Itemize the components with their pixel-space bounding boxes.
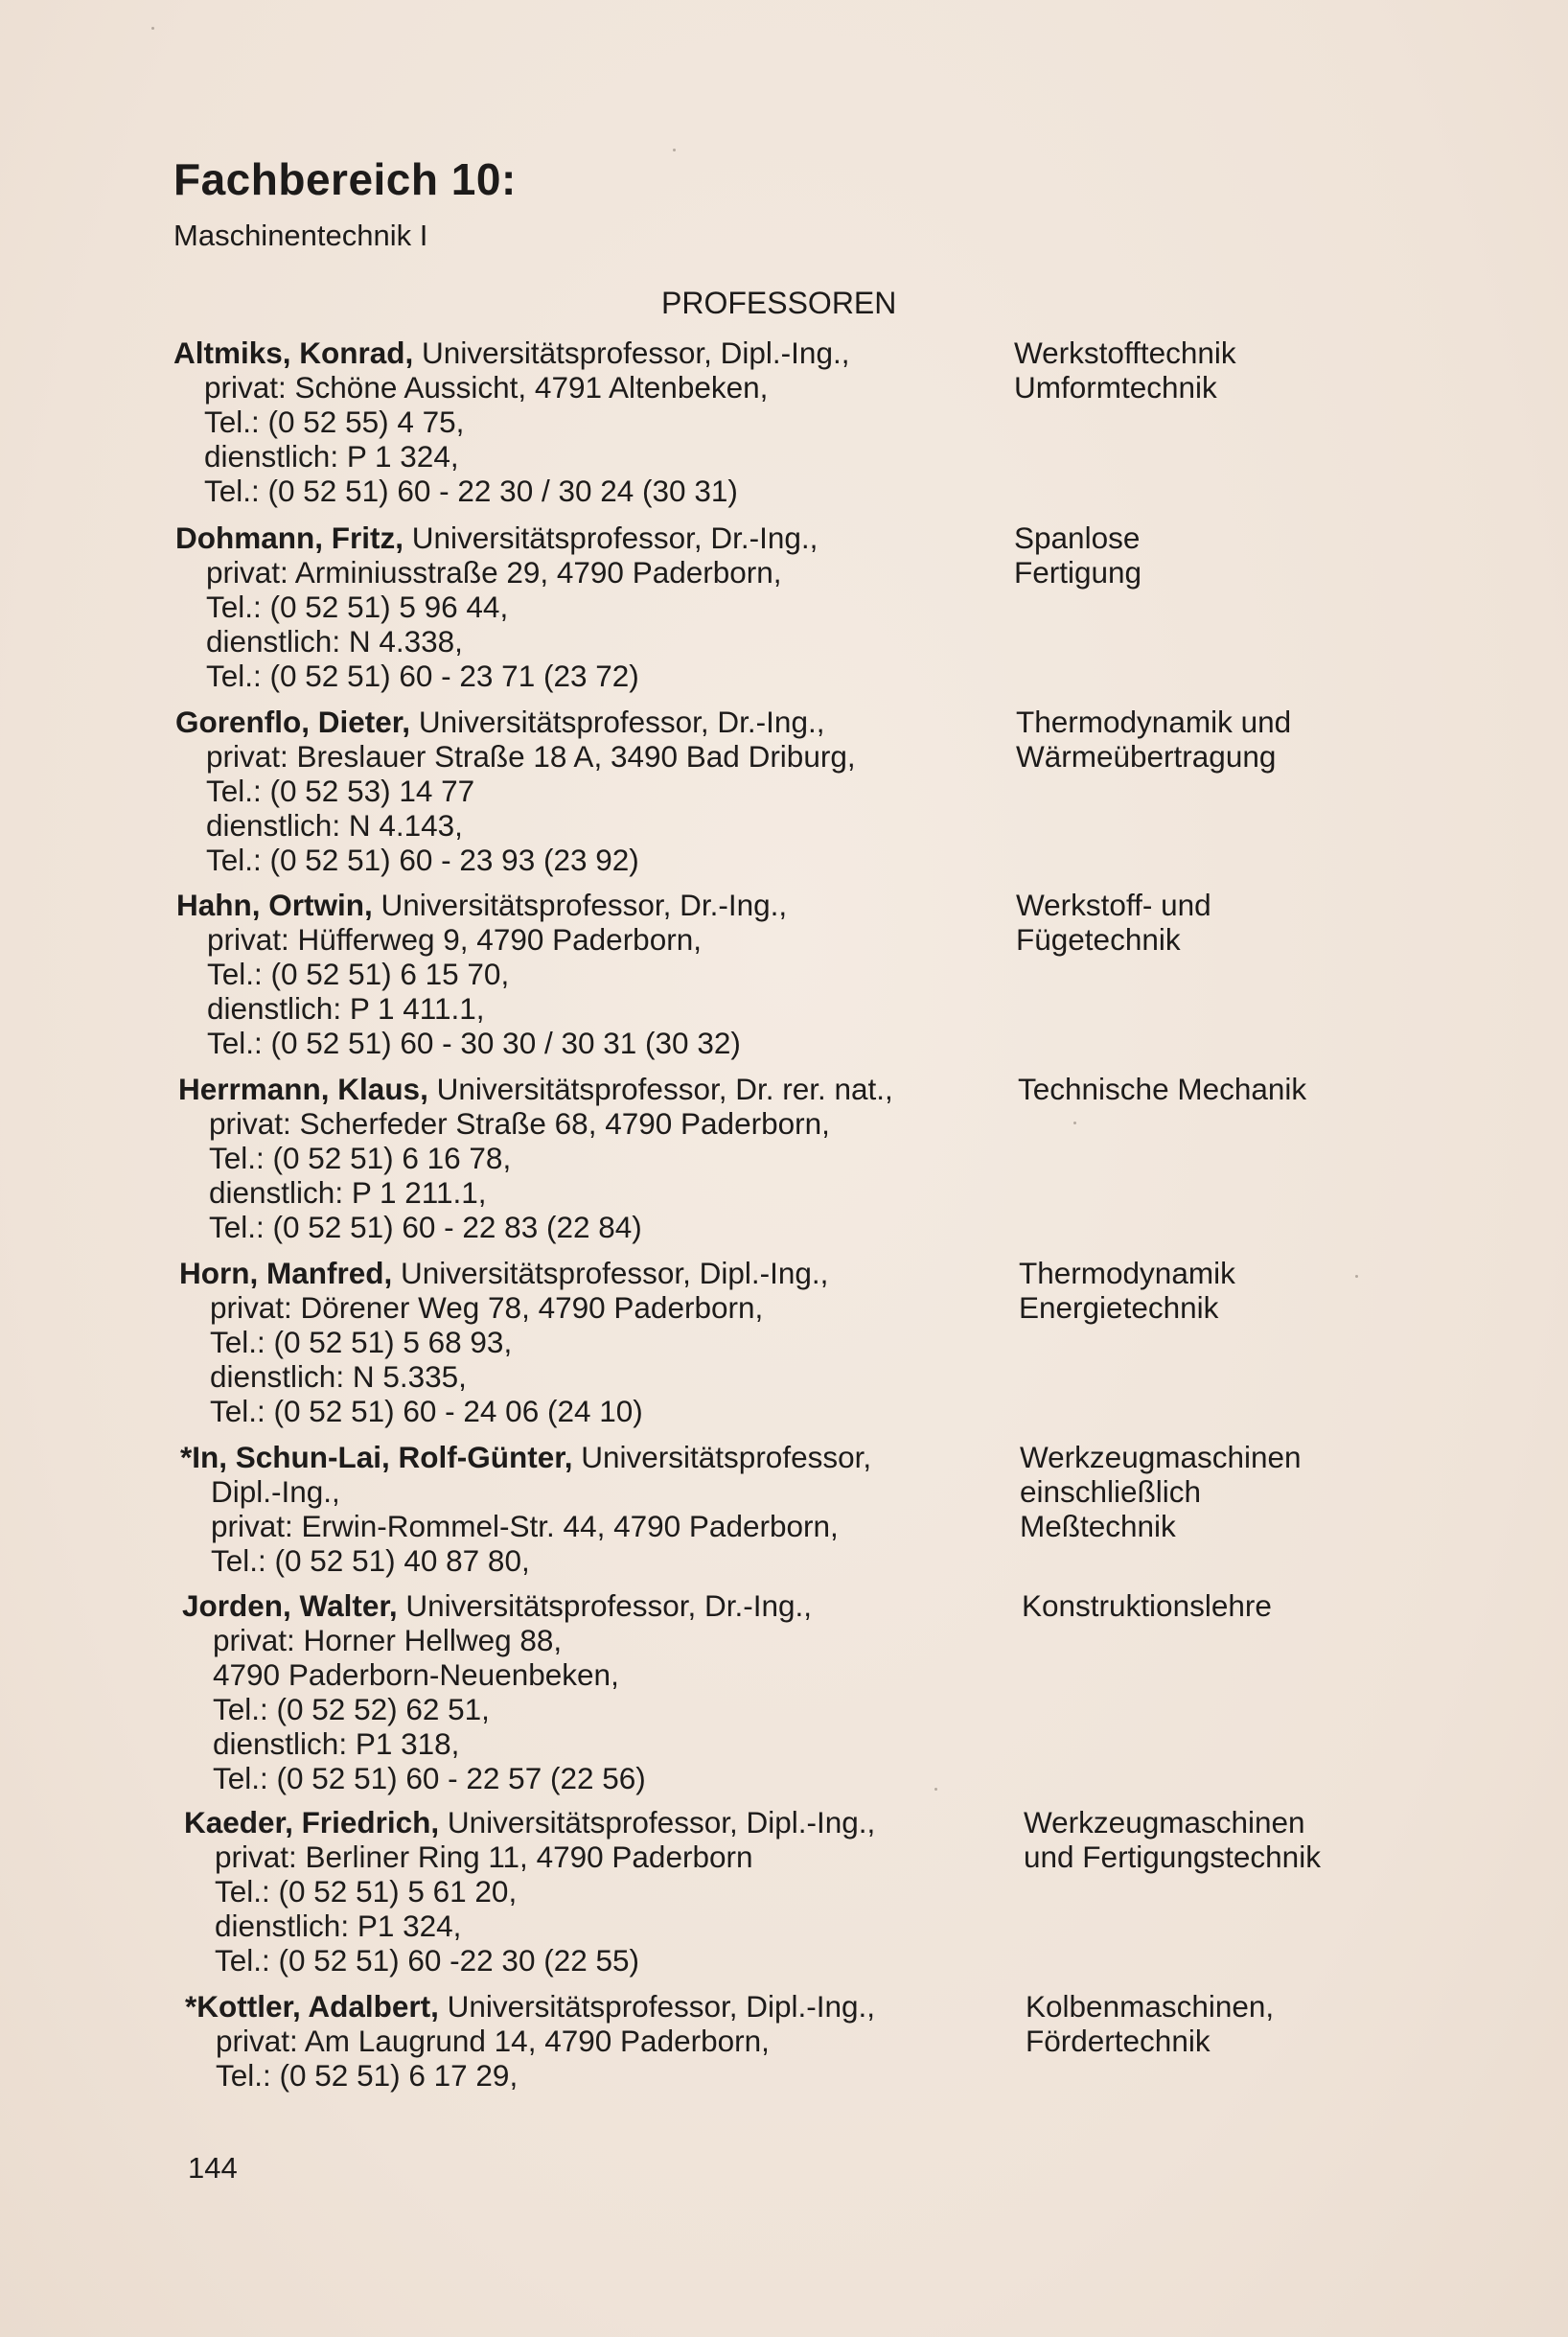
- subject-area: [1014, 521, 1397, 590]
- professor-title: Universitätsprofessor, Dipl.-Ing.,: [439, 1805, 876, 1840]
- contact-line: Tel.: (0 52 51) 60 - 30 30 / 30 31 (30 32): [207, 1026, 741, 1060]
- contact-line: Tel.: (0 52 52) 62 51,: [213, 1692, 490, 1726]
- contact-line: Tel.: (0 52 51) 6 15 70,: [207, 957, 510, 991]
- professor-title: Universitätsprofessor, Dr. rer. nat.,: [427, 1072, 893, 1106]
- contact-line: Tel.: (0 52 51) 60 -22 30 (22 55): [215, 1943, 640, 1978]
- contact-line: Tel.: (0 52 51) 40 87 80,: [211, 1543, 530, 1578]
- contact-line: dienstlich: P1 318,: [213, 1726, 460, 1761]
- contact-line: dienstlich: N 4.338,: [206, 624, 463, 659]
- paper-speck: [151, 27, 154, 30]
- contact-line: privat: Hüfferweg 9, 4790 Paderborn,: [207, 922, 702, 957]
- subject-line: und Fertigungstechnik: [1024, 1840, 1321, 1874]
- professor-title: Universitätsprofessor, Dipl.-Ing.,: [392, 1256, 829, 1290]
- contact-line: Tel.: (0 52 51) 60 - 22 57 (22 56): [213, 1761, 646, 1795]
- professor-name: *Kottler, Adalbert,: [185, 1989, 439, 2024]
- subject-area: [1016, 705, 1399, 774]
- contact-line: dienstlich: N 4.143,: [206, 808, 463, 843]
- professor-header-line: [182, 1588, 1026, 1623]
- contact-line: Tel.: (0 52 51) 5 68 93,: [210, 1325, 513, 1359]
- professor-header-line: [173, 336, 1017, 370]
- professor-header-line: [176, 888, 1020, 922]
- subject-line: Werkzeugmaschinen: [1020, 1440, 1302, 1474]
- contact-line: privat: Erwin-Rommel-Str. 44, 4790 Paderborn,: [211, 1509, 839, 1543]
- professor-header-line: [185, 1989, 1028, 2024]
- professor-header-line: [180, 1440, 1024, 1474]
- paper-speck: [1355, 1275, 1358, 1278]
- contact-line: Tel.: (0 52 53) 14 77: [206, 774, 475, 808]
- professor-details: [185, 1989, 1028, 2093]
- professor-details: [184, 1805, 1027, 1978]
- professor-details: [175, 521, 1019, 693]
- professor-title: Universitätsprofessor, Dipl.-Ing.,: [438, 1989, 876, 2024]
- subject-line: Spanlose: [1014, 521, 1141, 555]
- subject-area: [1022, 1588, 1405, 1623]
- contact-line: Tel.: (0 52 55) 4 75,: [204, 405, 465, 439]
- contact-line: dienstlich: P 1 411.1,: [207, 991, 485, 1026]
- professor-header-line: [179, 1256, 1023, 1290]
- contact-line: dienstlich: N 5.335,: [210, 1359, 467, 1394]
- subject-area: [1018, 1072, 1401, 1106]
- paper-speck: [1073, 1122, 1076, 1124]
- page-heading: Fachbereich 10:: [173, 154, 517, 204]
- subject-line: Umformtechnik: [1014, 370, 1217, 405]
- contact-line: dienstlich: P 1 211.1,: [209, 1175, 487, 1210]
- contact-line: Tel.: (0 52 51) 6 17 29,: [216, 2058, 519, 2093]
- contact-line: 4790 Paderborn-Neuenbeken,: [213, 1657, 619, 1692]
- professor-title: Universitätsprofessor, Dr.-Ing.,: [397, 1588, 813, 1623]
- page-subheading: Maschinentechnik I: [173, 219, 428, 252]
- contact-line: privat: Dörener Weg 78, 4790 Paderborn,: [210, 1290, 764, 1325]
- professor-title: Universitätsprofessor,: [572, 1440, 872, 1474]
- contact-line: Tel.: (0 52 51) 5 96 44,: [206, 590, 509, 624]
- page-number: 144: [188, 2151, 238, 2185]
- professor-title: Universitätsprofessor, Dr.-Ing.,: [372, 888, 788, 922]
- contact-line: privat: Arminiusstraße 29, 4790 Paderborn,: [206, 555, 782, 590]
- section-title: PROFESSOREN: [661, 286, 897, 320]
- professor-title: Universitätsprofessor, Dr.-Ing.,: [410, 705, 825, 739]
- contact-line: Tel.: (0 52 51) 60 - 22 83 (22 84): [209, 1210, 642, 1244]
- contact-line: privat: Scherfeder Straße 68, 4790 Paderborn,: [209, 1106, 830, 1141]
- professor-name: Gorenflo, Dieter,: [175, 705, 411, 739]
- subject-area: [1024, 1805, 1407, 1874]
- contact-line: privat: Am Laugrund 14, 4790 Paderborn,: [216, 2024, 770, 2058]
- contact-line: privat: Horner Hellweg 88,: [213, 1623, 563, 1657]
- subject-line: Fügetechnik: [1016, 922, 1181, 957]
- subject-line: Fördertechnik: [1026, 2024, 1211, 2058]
- subject-area: [1020, 1440, 1403, 1543]
- subject-line: Meßtechnik: [1020, 1509, 1176, 1543]
- subject-line: Thermodynamik: [1019, 1256, 1235, 1290]
- contact-line: privat: Berliner Ring 11, 4790 Paderborn: [215, 1840, 753, 1874]
- professor-header-line: [175, 521, 1019, 555]
- subject-line: Energietechnik: [1019, 1290, 1219, 1325]
- contact-line: dienstlich: P 1 324,: [204, 439, 459, 474]
- contact-line: Tel.: (0 52 51) 60 - 23 93 (23 92): [206, 843, 639, 877]
- subject-line: Werkstoff- und: [1016, 888, 1211, 922]
- subject-line: einschließlich: [1020, 1474, 1202, 1509]
- professor-details: [176, 888, 1020, 1060]
- professor-title: Universitätsprofessor, Dipl.-Ing.,: [413, 336, 850, 370]
- contact-line: dienstlich: P1 324,: [215, 1909, 462, 1943]
- professor-header-line: [178, 1072, 1022, 1106]
- professor-details: [173, 336, 1017, 508]
- professor-details: [179, 1256, 1023, 1428]
- subject-area: [1026, 1989, 1409, 2058]
- professor-title: Universitätsprofessor, Dr.-Ing.,: [404, 521, 819, 555]
- paper-speck: [673, 149, 676, 151]
- contact-line: privat: Breslauer Straße 18 A, 3490 Bad Driburg,: [206, 739, 856, 774]
- professor-details: [182, 1588, 1026, 1795]
- subject-line: Werkzeugmaschinen: [1024, 1805, 1305, 1840]
- subject-line: Werkstofftechnik: [1014, 336, 1236, 370]
- subject-line: Kolbenmaschinen,: [1026, 1989, 1275, 2024]
- paper-speck: [934, 1788, 937, 1791]
- professor-name: *In, Schun-Lai, Rolf-Günter,: [180, 1440, 573, 1474]
- professor-name: Kaeder, Friedrich,: [184, 1805, 440, 1840]
- professor-name: Horn, Manfred,: [179, 1256, 393, 1290]
- professor-name: Dohmann, Fritz,: [175, 521, 404, 555]
- contact-line: Tel.: (0 52 51) 5 61 20,: [215, 1874, 518, 1909]
- contact-line: Tel.: (0 52 51) 6 16 78,: [209, 1141, 512, 1175]
- professor-details: [175, 705, 1019, 877]
- professor-name: Jorden, Walter,: [182, 1588, 398, 1623]
- professor-name: Hahn, Ortwin,: [176, 888, 373, 922]
- professor-details: [178, 1072, 1022, 1244]
- subject-area: [1019, 1256, 1402, 1325]
- subject-line: Wärmeübertragung: [1016, 739, 1277, 774]
- contact-line: Tel.: (0 52 51) 60 - 22 30 / 30 24 (30 31): [204, 474, 738, 508]
- professor-header-line: [184, 1805, 1027, 1840]
- professor-header-line: [175, 705, 1019, 739]
- professor-name: Herrmann, Klaus,: [178, 1072, 428, 1106]
- subject-line: Technische Mechanik: [1018, 1072, 1307, 1106]
- professor-details: [180, 1440, 1024, 1578]
- contact-line: Dipl.-Ing.,: [211, 1474, 340, 1509]
- professor-name: Altmiks, Konrad,: [173, 336, 414, 370]
- subject-line: Fertigung: [1014, 555, 1142, 590]
- contact-line: Tel.: (0 52 51) 60 - 24 06 (24 10): [210, 1394, 643, 1428]
- subject-line: Thermodynamik und: [1016, 705, 1292, 739]
- contact-line: Tel.: (0 52 51) 60 - 23 71 (23 72): [206, 659, 639, 693]
- subject-line: Konstruktionslehre: [1022, 1588, 1272, 1623]
- subject-area: [1014, 336, 1397, 405]
- subject-area: [1016, 888, 1399, 957]
- contact-line: privat: Schöne Aussicht, 4791 Altenbeken,: [204, 370, 769, 405]
